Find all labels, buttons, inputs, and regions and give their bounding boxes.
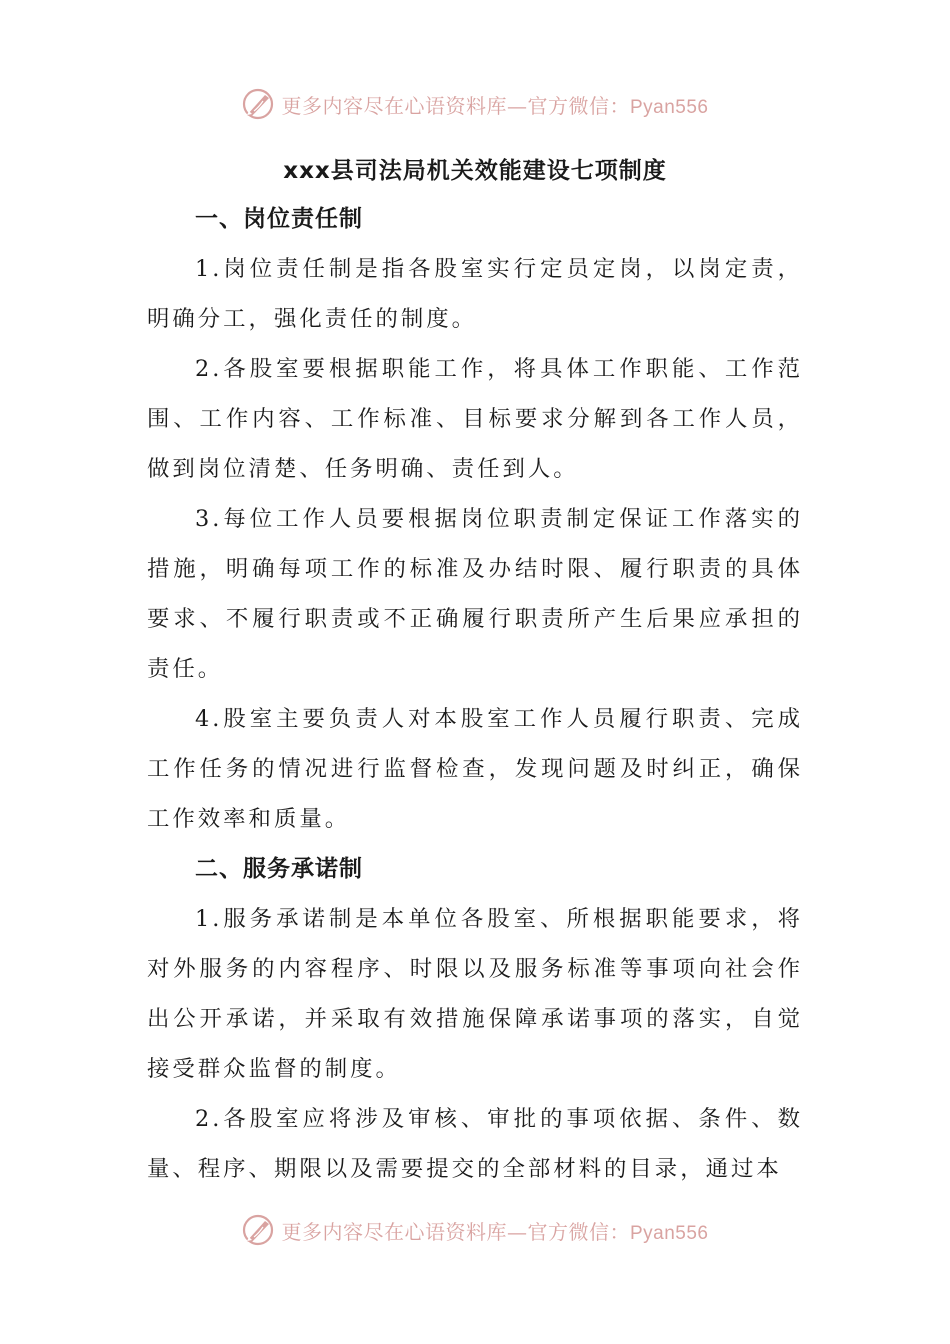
section-heading: 一、岗位责任制: [195, 206, 363, 232]
paragraph: 2.各股室应将涉及审核、审批的事项依据、条件、数量、程序、期限以及需要提交的全部材料的目录，通过本: [147, 1106, 803, 1182]
document-title: xxx县司法局机关效能建设七项制度: [283, 158, 667, 184]
watermark-text: 更多内容尽在心语资料库—官方微信：: [281, 1219, 630, 1244]
paragraph: 4.股室主要负责人对本股室工作人员履行职责、完成工作任务的情况进行监督检查，发现问题及时纠正，确保工作效率和质量。: [147, 706, 803, 832]
document-body: [147, 148, 803, 1194]
watermark-text: 更多内容尽在心语资料库—官方微信：: [281, 93, 630, 118]
watermark-wechat-id: Pyan556: [629, 1222, 709, 1244]
pen-logo-icon: [241, 1213, 275, 1247]
paragraph: 1.岗位责任制是指各股室实行定员定岗，以岗定责，明确分工，强化责任的制度。: [147, 256, 803, 332]
paragraph: 2.各股室要根据职能工作，将具体工作职能、工作范围、工作内容、工作标准、目标要求分解到各工作人员，做到岗位清楚、任务明确、责任到人。: [147, 356, 803, 482]
watermark-wechat-id: Pyan556: [629, 96, 709, 118]
paragraph: 1.服务承诺制是本单位各股室、所根据职能要求，将对外服务的内容程序、时限以及服务标准等事项向社会作出公开承诺，并采取有效措施保障承诺事项的落实，自觉接受群众监督的制度。: [147, 906, 803, 1082]
watermark-header: [0, 84, 950, 124]
watermark-footer: [0, 1210, 950, 1250]
paragraph: 3.每位工作人员要根据岗位职责制定保证工作落实的措施，明确每项工作的标准及办结时限、履行职责的具体要求、不履行职责或不正确履行职责所产生后果应承担的责任。: [147, 506, 803, 682]
section-heading: 二、服务承诺制: [195, 856, 363, 882]
pen-logo-icon: [241, 87, 275, 121]
